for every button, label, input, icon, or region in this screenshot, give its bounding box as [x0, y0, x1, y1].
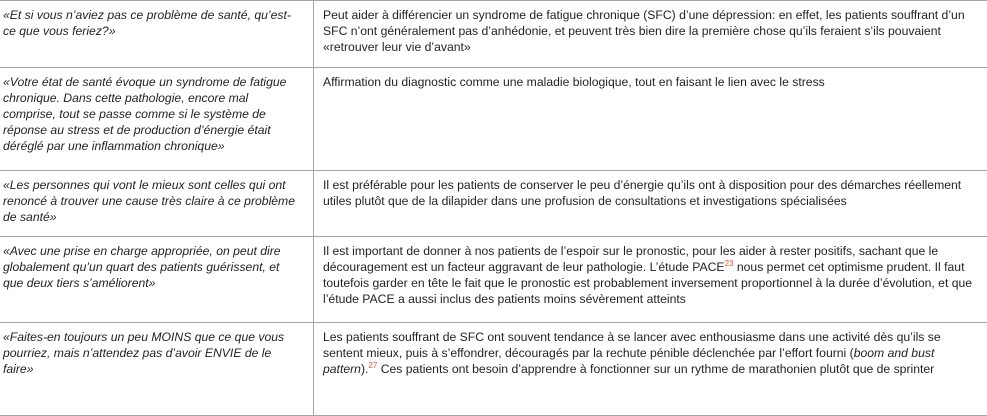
phrase-rationale — [323, 243, 983, 307]
table-row — [0, 237, 987, 323]
patient-phrase: «Avec une prise en charge appropriée, on peut dire globalement qu’un quart des patients guérissent, et que deux tiers s’améliorent» — [3, 244, 281, 290]
rationale-text: Les patients souffrant de SFC ont souvent tendance à se lancer avec enthousiasme dans une activité dès qu’ils se sentent mieux, puis à s’effondrer, découragés par la rechute pénible déclenchée par l’effort fourni ( — [323, 330, 941, 360]
phrase-rationale — [323, 329, 983, 377]
table-row — [0, 171, 987, 237]
rationale-text: Ces patients ont besoin d’apprendre à fonctionner sur un rythme de marathonien plutôt que de sprinter — [377, 362, 935, 376]
phrase-rationale: Peut aider à différencier un syndrome de fatigue chronique (SFC) d’une dépression: en effet, les patients souffrant d’un SFC n’ont généralement pas d’anhédonie, et peuvent très bien dire la première chose qu’ils feraient s’ils pouvaient «retrouver leur vie d’avant» — [323, 8, 965, 54]
rationale-italic-term: boom and bust pattern — [323, 346, 935, 376]
rationale-text: nous permet cet optimisme prudent. Il faut toutefois garder en tête le fait que le pronostic est probablement inversement proportionnel à la durée d’évolution, et que l’étude PACE a aussi inclus des patients moins sévèrement atteints — [323, 260, 973, 306]
phrase-rationale: Il est préférable pour les patients de conserver le peu d’énergie qu’ils ont à disposition pour des démarches réellement utiles plutôt que de la dilapider dans une profusion de consultations et investigations spécialisées — [323, 178, 962, 208]
table-row — [0, 323, 987, 416]
table-row — [0, 68, 987, 171]
reference-number: 23 — [724, 258, 734, 268]
reference-number: 27 — [368, 360, 378, 370]
rationale-text: ). — [360, 362, 369, 376]
patient-phrase: «Et si vous n’aviez pas ce problème de santé, qu’est-ce que vous feriez?» — [3, 8, 291, 38]
rationale-text: Il est important de donner à nos patients de l’espoir sur le pronostic, pour les aider à rester positifs, sachant que le découragement est un facteur aggravant de leur pathologie. L’étude PACE — [323, 244, 939, 274]
phrase-rationale: Affirmation du diagnostic comme une maladie biologique, tout en faisant le lien avec le stress — [323, 75, 825, 89]
patient-phrase: «Faites-en toujours un peu MOINS que ce que vous pourriez, mais n’attendez pas d’avoir ENVIE de le faire» — [3, 330, 285, 376]
table-row — [0, 1, 987, 68]
patient-phrase: «Votre état de santé évoque un syndrome de fatigue chronique. Dans cette pathologie, encore mal comprise, tout se passe comme si le système de réponse au stress et de production d’énergie était déréglé par une inflammation chronique» — [3, 75, 287, 153]
patient-phrase: «Les personnes qui vont le mieux sont celles qui ont renoncé à trouver une cause très claire à ce problème de santé» — [3, 178, 295, 224]
